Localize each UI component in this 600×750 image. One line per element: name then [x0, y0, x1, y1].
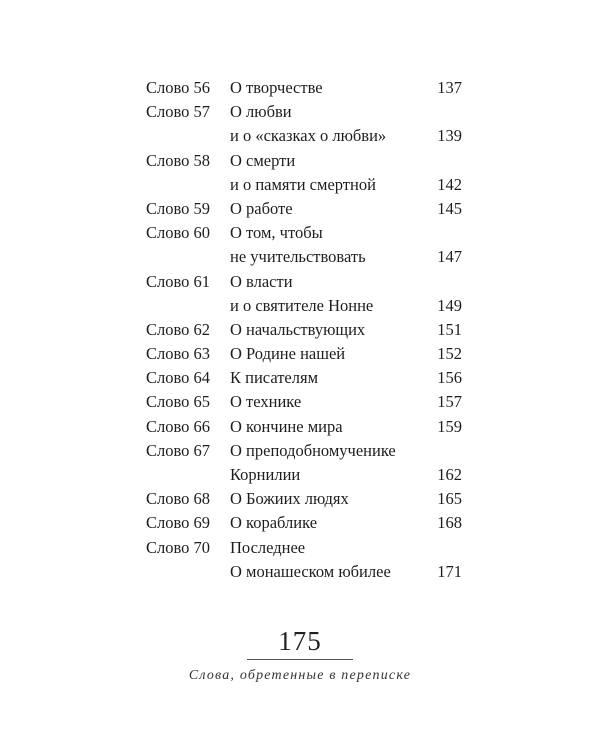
toc-page-number: 137 — [437, 78, 462, 97]
toc-page-number: 151 — [437, 319, 462, 339]
toc-row — [146, 560, 462, 584]
toc-row — [146, 197, 462, 221]
toc-page-number: 142 — [437, 174, 462, 194]
toc-page-number: 162 — [437, 465, 462, 484]
toc-row — [146, 439, 462, 463]
toc-row — [146, 536, 462, 560]
toc-page-number: 145 — [437, 198, 462, 218]
toc-row — [146, 463, 462, 487]
toc-word-number: Слово 58 — [146, 150, 211, 170]
toc-row — [146, 173, 462, 197]
toc-page-number: 139 — [437, 126, 462, 146]
toc-entry-title: О смерти — [230, 150, 296, 170]
toc-row — [146, 511, 462, 535]
toc-word-number: Слово 64 — [146, 368, 211, 388]
toc-row — [146, 294, 462, 318]
toc-entry-title: К писателям — [230, 368, 319, 388]
toc-entry-title: Корнилии — [230, 465, 301, 484]
toc-entry-title: О преподобномученике — [230, 440, 396, 460]
toc-row — [146, 415, 462, 439]
toc-word-number: Слово 62 — [146, 319, 211, 339]
page-footer — [0, 626, 600, 684]
table-of-contents — [146, 76, 462, 584]
toc-word-number: Слово 67 — [146, 440, 211, 460]
toc-entry-title: О Божиих людях — [230, 489, 349, 509]
toc-word-number: Слово 65 — [146, 392, 211, 412]
toc-row — [146, 366, 462, 390]
toc-row — [146, 342, 462, 366]
toc-word-number: Слово 61 — [146, 271, 211, 291]
toc-entry-title: О творчестве — [230, 78, 323, 97]
toc-row — [146, 76, 462, 100]
toc-entry-title: и о памяти смертной — [230, 174, 376, 194]
toc-word-number: Слово 66 — [146, 416, 211, 436]
toc-entry-title: О том, чтобы — [230, 223, 323, 243]
toc-page-number: 147 — [437, 247, 462, 267]
toc-page-number: 156 — [437, 368, 462, 388]
toc-page-number: 159 — [437, 416, 462, 436]
toc-word-number: Слово 57 — [146, 102, 211, 122]
toc-entry-title: О начальствующих — [230, 319, 366, 339]
toc-entry-title: О монашеском юбилее — [230, 561, 391, 581]
toc-word-number: Слово 70 — [146, 537, 211, 557]
toc-word-number: Слово 63 — [146, 344, 211, 364]
toc-row — [146, 221, 462, 245]
footer-rule — [247, 659, 353, 660]
toc-entry-title: не учительствовать — [230, 247, 366, 267]
toc-word-number: Слово 60 — [146, 223, 211, 243]
toc-row — [146, 245, 462, 269]
toc-page-number: 152 — [437, 344, 462, 364]
toc-row — [146, 100, 462, 124]
toc-entry-title: О кончине мира — [230, 416, 343, 436]
running-title: Слова, обретенные в переписке — [188, 668, 412, 683]
toc-word-number: Слово 68 — [146, 489, 211, 509]
toc-row — [146, 149, 462, 173]
toc-row — [146, 318, 462, 342]
toc-row — [146, 124, 462, 148]
toc-entry-title: и о «сказках о любви» — [230, 126, 387, 146]
toc-entry-title: О власти — [230, 271, 293, 291]
toc-entry-title: О любви — [230, 102, 292, 122]
toc-page-number: 149 — [437, 295, 462, 315]
toc-word-number: Слово 56 — [146, 78, 211, 97]
toc-row — [146, 487, 462, 511]
toc-entry-title: О кораблике — [230, 513, 318, 533]
page-number: 175 — [278, 626, 322, 656]
toc-page-number: 157 — [437, 392, 462, 412]
toc-page-number: 171 — [437, 561, 462, 581]
toc-entry-title: Последнее — [230, 537, 306, 557]
toc-row — [146, 390, 462, 414]
toc-entry-title: О Родине нашей — [230, 344, 346, 364]
toc-entry-title: О технике — [230, 392, 302, 412]
toc-word-number: Слово 59 — [146, 198, 211, 218]
toc-page-number: 168 — [437, 513, 462, 533]
toc-row — [146, 270, 462, 294]
toc-page-number: 165 — [437, 489, 462, 509]
toc-entry-title: О работе — [230, 198, 293, 218]
toc-word-number: Слово 69 — [146, 513, 211, 533]
toc-entry-title: и о святителе Нонне — [230, 295, 374, 315]
